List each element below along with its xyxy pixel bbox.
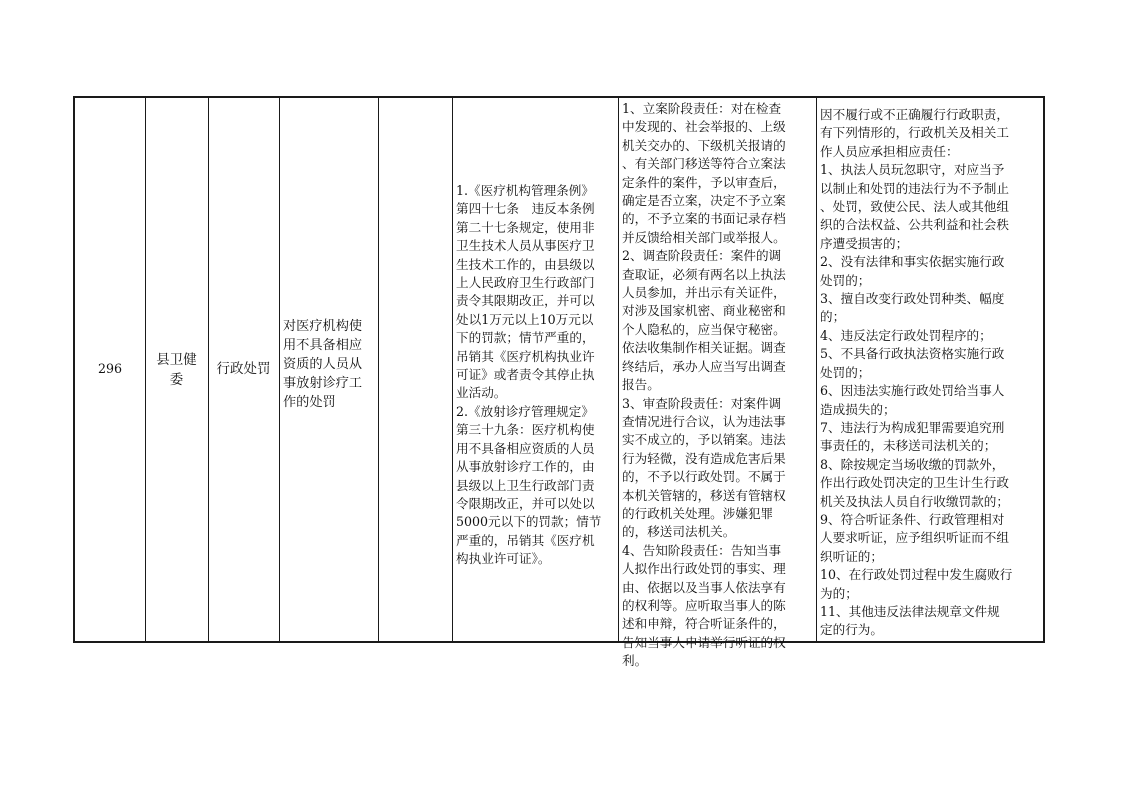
- responsibility-cell: [618, 98, 816, 669]
- accountability-text: 因不履行或不正确履行行政职责， 有下列情形的，行政机关及相关工 作人员应承担相应责任： 1、执法人员玩忽职守，对应当予 以制止和处罚的违法行为不予制止 、处罚，致使公民、法人或其他组 织的合法权益、公共利益和社会秩 序遭受损害的； 2、没有法律和事实依据实施行政 处罚的； 3、擅自改变行政处罚种类、幅度 的； 4、违反法定行政处罚程序的； 5、不具备行政执法资格实施行政 处罚的； 6、因违法实施行政处罚给当事人 造成损失的； 7、违法行为构成犯罪需要追究刑 事责任的，未移送司法机关的； 8、除按规定当场收缴的罚款外， 作出行政处罚决定的卫生计生行政 机关及执法人员自行收缴罚款的； 9、符合听证条件、行政管理相对 人要求听证，应予组织听证而不组 织听证的； 10、在行政处罚过程中发生腐败行 为的； 11、其他违反法律法规章文件规 定的行为。: [820, 107, 1013, 638]
- row-number: 296: [97, 361, 123, 377]
- accountability-cell: [816, 98, 1045, 641]
- legal-basis-text: 1.《医疗机构管理条例》 第四十七条 违反本条例 第二十七条规定，使用非 卫生技术人员从事医疗卫 生技术工作的，由县级以 上人民政府卫生行政部门 责令其限期改正，并可以 处以1万元以上10万元以 下的罚款；情节严重的， 吊销其《医疗机构执业许 可证》或者责令其停止执 业活动。 2.《放射诊疗管理规定》 第三十九条：医疗机构使 用不具备相应资质的人员 从事放射诊疗工作的，由 县级以上卫生行政部门责 令限期改正，并可以处以 5000元以下的罚款；情节 严重的，吊销其《医疗机 构执业许可证》。: [456, 183, 602, 567]
- legal-basis-cell: [452, 98, 618, 641]
- sub-item-cell: [378, 98, 452, 641]
- department-cell: [145, 98, 208, 641]
- category-text: 行政处罚: [216, 361, 271, 378]
- item-name: 对医疗机构使 用不具备相应 资质的人员从 事放射诊疗工 作的处罚: [283, 319, 363, 410]
- department-name: 县卫健 委: [156, 351, 197, 388]
- table-row: [73, 96, 1045, 669]
- row-number-cell: [75, 98, 145, 641]
- responsibility-text: 1、立案阶段责任：对在检查 中发现的、社会举报的、上级 机关交办的、下级机关报请的 、有关部门移送等符合立案法 定条件的案件，予以审查后， 确定是否立案，决定不予立案 的，不予立案的书面记录存档 并反馈给相关部门或举报人。 2、调查阶段责任：案件的调 查取证，必须有两名以上执法 人员参加，并出示有关证件， 对涉及国家机密、商业秘密和 个人隐私的，应当保守秘密。 依法收集制作相关证据。调查 终结后，承办人应当写出调查 报告。 3、审查阶段责任：对案件调 查情况进行合议，认为违法事 实不成立的，予以销案。违法 行为轻微，没有造成危害后果 的，不予以行政处罚。不属于 本机关管辖的，移送有管辖权 的行政机关处理。涉嫌犯罪 的，移送司法机关。 4、告知阶段责任：告知当事 人拟作出行政处罚的事实、理 由、依据以及当事人依法享有 的权利等。应听取当事人的陈 述和申辩，符合听证条件的， 告知当事人申请举行听证的权 利。: [622, 101, 786, 669]
- category-cell: [208, 98, 279, 641]
- item-name-cell: [279, 98, 378, 641]
